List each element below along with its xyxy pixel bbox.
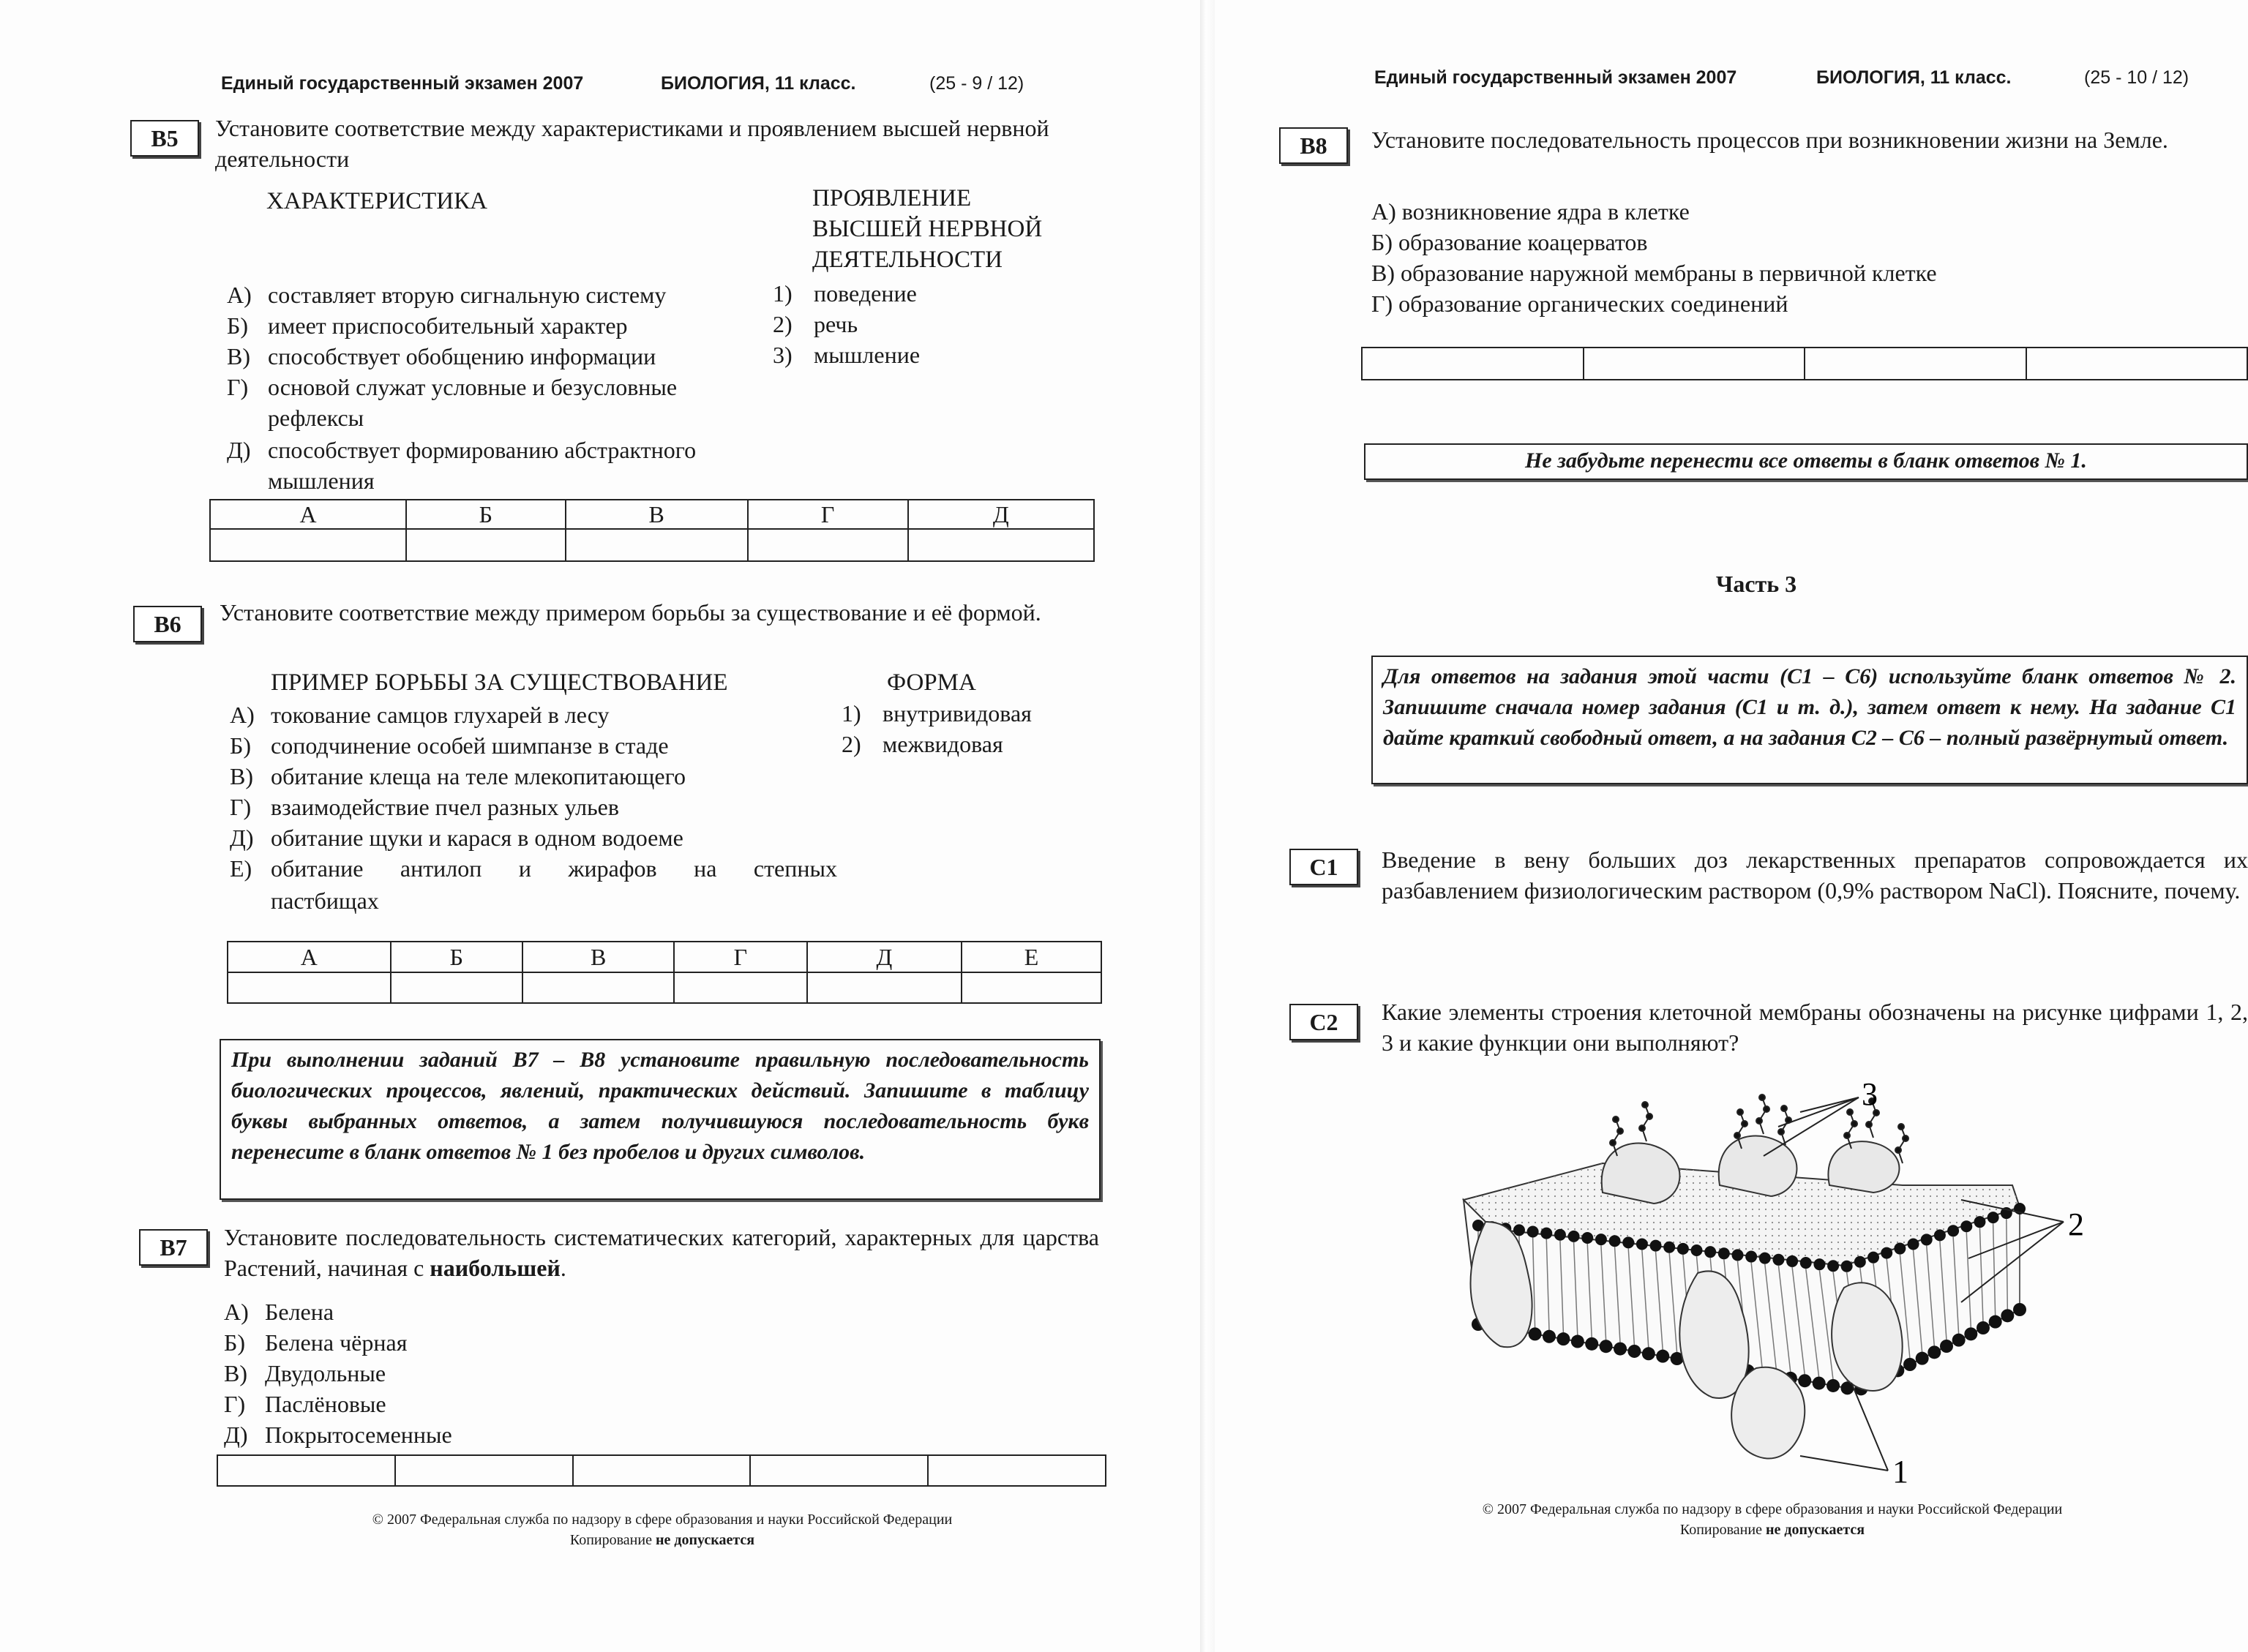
task-label-c1: С1 [1289, 849, 1358, 885]
lipid-head [1921, 1234, 1933, 1245]
glycocalyx-bead [1613, 1116, 1619, 1122]
answer-cell[interactable] [391, 972, 523, 1003]
glycocalyx-bead [1898, 1124, 1904, 1130]
b7-answer-table [217, 1454, 1106, 1487]
table-header-cell: Г [674, 942, 807, 972]
lipid-head [1841, 1261, 1853, 1272]
b8-item: Б) образование коацерватов [1371, 229, 1648, 255]
table-header-cell: Е [962, 942, 1101, 972]
task-label-b5: В5 [130, 120, 199, 157]
glycocalyx-bead [1847, 1109, 1853, 1115]
lipid-head [1636, 1239, 1648, 1250]
glycocalyx-bead [1844, 1133, 1850, 1138]
b8-question: Установите последовательность процессов при возникновении жизни на Земле. [1371, 127, 2168, 153]
b8-item: Г) образование органических соединений [1371, 290, 1788, 317]
lipid-head [1813, 1258, 1825, 1270]
lipid-head [1826, 1379, 1840, 1392]
b7-item: Б) Белена чёрная [224, 1329, 408, 1356]
lipid-head [1595, 1234, 1607, 1245]
lipid-head [1908, 1238, 1919, 1250]
lipid-head [1554, 1229, 1566, 1241]
lipid-head [1786, 1255, 1798, 1267]
lipid-head [1609, 1235, 1621, 1247]
answer-cell[interactable] [566, 529, 748, 561]
answer-cell[interactable] [928, 1455, 1106, 1486]
lipid-head [1581, 1232, 1593, 1244]
lipid-head [1622, 1236, 1634, 1248]
lipid-head [1947, 1225, 1959, 1236]
answer-cell[interactable] [748, 529, 908, 561]
lipid-head [1663, 1242, 1675, 1253]
figure-label-2: 2 [2068, 1206, 2084, 1242]
lipid-head [1827, 1260, 1839, 1272]
b6-col1-title: ПРИМЕР БОРЬБЫ ЗА СУЩЕСТВОВАНИЕ [271, 669, 728, 696]
lipid-head [1798, 1374, 1811, 1387]
header-exam: Единый государственный экзамен 2007 [221, 73, 584, 94]
b6-item: пастбищах [271, 887, 379, 914]
glycocalyx-bead [1851, 1121, 1857, 1127]
b5-item: мышления [268, 468, 375, 494]
b5-item: В) способствует обобщению информации [227, 343, 656, 369]
lipid-head [1964, 1327, 1977, 1340]
table-header-cell: В [566, 500, 748, 529]
glycocalyx-bead [1866, 1122, 1872, 1127]
lipid-head [1650, 1240, 1662, 1252]
glycocalyx-bead [1737, 1109, 1743, 1115]
lipid-head [1881, 1247, 1892, 1259]
header-subject: БИОЛОГИЯ, 11 класс. [661, 73, 856, 94]
lipid-head [1989, 1315, 2002, 1329]
glycocalyx-bead [1895, 1147, 1901, 1153]
footer-copyright: © 2007 Федеральная служба по надзору в сфере образования и науки Российской Федерации [1482, 1501, 2063, 1517]
b7-item: А) Белена [224, 1299, 334, 1325]
table-header-cell: Г [748, 500, 908, 529]
lipid-head [2013, 1303, 2026, 1316]
footer-copyright: © 2007 Федеральная служба по надзору в сфере образования и науки Российской Федерации [372, 1512, 953, 1528]
lipid-head [1867, 1252, 1879, 1264]
c2-question: Какие элементы строения клеточной мембраны обозначены на рисунке цифрами 1, 2, 3 и какие функции они выполняют? [1382, 999, 2248, 1056]
b6-question: Установите соответствие между примером борьбы за существование и её формой. [220, 599, 1041, 626]
b5-col1-title: ХАРАКТЕРИСТИКА [266, 188, 487, 214]
b7-item: Д) Покрытосеменные [224, 1422, 452, 1448]
task-label-c2: С2 [1289, 1004, 1358, 1040]
instruction-box-b7-b8: При выполнении заданий В7 – В8 установите правильную последовательность биологических процессов, явлений, практических действий. Запишите в таблицу буквы выбранных ответов, а затем получившуюся последовательность букв перенесите в бланк ответов № 1 без пробелов и других символов. [220, 1039, 1101, 1200]
glycocalyx-bead [1756, 1118, 1762, 1124]
answer-cell[interactable] [908, 529, 1094, 561]
answer-cell[interactable] [217, 1455, 395, 1486]
b5-option: 1) поведение [773, 280, 917, 307]
glycocalyx-bead [1646, 1114, 1652, 1119]
part-3-instruction-box: Для ответов на задания этой части (С1 – С6) используйте бланк ответов № 2. Запишите сначала номер задания (С1 и т. д.), затем ответ к нему. На задание С1 дайте краткий свободный ответ, а на задания С2 – С6 – полный развёрнутый ответ. [1371, 656, 2248, 784]
figure-label-1: 1 [1892, 1454, 1908, 1485]
table-header-cell: Д [807, 942, 962, 972]
header-exam: Единый государственный экзамен 2007 [1374, 67, 1737, 88]
lipid-head [1513, 1224, 1525, 1236]
lipid-head [1556, 1332, 1570, 1345]
lipid-head [1691, 1244, 1703, 1256]
reminder-box: Не забудьте перенести все ответы в бланк ответов № 1. [1364, 443, 2248, 480]
lipid-head [1927, 1345, 1941, 1359]
task-label-b6: В6 [133, 606, 202, 642]
lipid-head [1934, 1229, 1946, 1241]
lipid-head [1903, 1358, 1917, 1371]
task-label-b8: В8 [1279, 127, 1348, 164]
answer-cell[interactable] [807, 972, 962, 1003]
part-3-title: Часть 3 [1715, 571, 1797, 597]
answer-cell[interactable] [674, 972, 807, 1003]
answer-cell[interactable] [2026, 348, 2248, 380]
b8-item: А) возникновение ядра в клетке [1371, 198, 1690, 225]
b5-answer-table [209, 499, 1095, 562]
lipid-head [1987, 1212, 1999, 1223]
lipid-head [1571, 1335, 1584, 1348]
b7-item: Г) Паслёновые [224, 1391, 386, 1417]
lipid-head [1527, 1226, 1539, 1238]
b6-item: В) обитание клеща на теле млекопитающего [230, 763, 686, 789]
lipid-head [1974, 1216, 1985, 1228]
lipid-head [1718, 1247, 1730, 1259]
lipid-head [1854, 1256, 1866, 1268]
answer-cell[interactable] [962, 972, 1101, 1003]
b8-answer-table [1361, 347, 2248, 380]
b6-option: 2) межвидовая [842, 731, 1003, 757]
glycocalyx-bead [1639, 1125, 1645, 1131]
b6-option: 1) внутривидовая [842, 700, 1032, 726]
b6-item: Е) обитание антилоп и жирафов на степных [230, 855, 837, 882]
b6-item: А) токование самцов глухарей в лесу [230, 702, 610, 728]
b5-item: А) составляет вторую сигнальную систему [227, 282, 667, 308]
lipid-head [1977, 1321, 1990, 1334]
table-header-cell: Б [391, 942, 523, 972]
lipid-head [1529, 1327, 1542, 1340]
answer-cell[interactable] [1362, 348, 1584, 380]
b6-answer-table [227, 941, 1102, 1004]
lipid-head [1627, 1345, 1641, 1358]
lipid-head [1940, 1340, 1953, 1353]
b5-option: 3) мышление [773, 342, 921, 368]
glycocalyx-bead [1617, 1128, 1623, 1134]
lipid-head [1656, 1350, 1669, 1363]
table-header-cell: А [210, 500, 406, 529]
b5-col2-title-line1: ПРОЯВЛЕНИЕ [812, 185, 972, 211]
lipid-head [1952, 1334, 1966, 1347]
answer-cell[interactable] [228, 972, 391, 1003]
answer-cell[interactable] [750, 1455, 928, 1486]
glycocalyx-bead [1642, 1102, 1648, 1108]
lipid-head [1759, 1253, 1771, 1264]
c1-question: Введение в вену больших доз лекарственных препаратов сопровождается их разбавлением физиологическим раствором (0,9% раствором NaCl). Поясните, почему. [1382, 846, 2248, 904]
answer-cell[interactable] [522, 972, 674, 1003]
answer-cell[interactable] [573, 1455, 751, 1486]
glycocalyx-bead [1781, 1105, 1787, 1111]
b6-item: Б) соподчинение особей шимпанзе в стаде [230, 732, 669, 759]
lipid-head [1916, 1352, 1929, 1365]
b7-item: В) Двудольные [224, 1360, 386, 1386]
answer-cell[interactable] [406, 529, 566, 561]
glycocalyx-bead [1742, 1121, 1747, 1127]
footer-copying: Копирование не допускается [1679, 1522, 1865, 1538]
glycocalyx-bead [1759, 1095, 1765, 1100]
b5-item: рефлексы [268, 405, 364, 431]
b5-item: Б) имеет приспособительный характер [227, 312, 628, 339]
glycocalyx-bead [1610, 1140, 1616, 1146]
lipid-head [1600, 1340, 1613, 1353]
lipid-head [1772, 1254, 1784, 1266]
lipid-head [1568, 1231, 1580, 1242]
lipid-head [1614, 1343, 1627, 1356]
glycocalyx-bead [1903, 1135, 1908, 1141]
lipid-head [1731, 1249, 1743, 1261]
glycocalyx-chain [1781, 1108, 1788, 1145]
glycocalyx-bead [1764, 1106, 1769, 1112]
task-label-b7: В7 [139, 1229, 208, 1266]
glycocalyx-bead [1734, 1133, 1740, 1138]
b5-col2-title-line3: ДЕЯТЕЛЬНОСТИ [812, 247, 1003, 273]
b6-item: Г) взаимодействие пчел разных ульев [230, 794, 619, 820]
b5-item: Д) способствует формированию абстрактного [227, 437, 697, 463]
lipid-head [2001, 1309, 2014, 1322]
footer-copying: Копирование не допускается [569, 1532, 755, 1548]
figure-label-3: 3 [1862, 1076, 1878, 1112]
b5-item: Г) основой служат условные и безусловные [227, 374, 678, 400]
lipid-head [1540, 1228, 1552, 1239]
glycocalyx-chain [1642, 1105, 1649, 1141]
glycocalyx-chain [1898, 1127, 1906, 1163]
table-header-cell: А [228, 942, 391, 972]
lipid-head [1960, 1220, 1972, 1232]
lipid-head [1642, 1347, 1655, 1360]
answer-cell[interactable] [1805, 348, 2026, 380]
header-subject: БИОЛОГИЯ, 11 класс. [1816, 67, 2012, 88]
lipid-head [1585, 1337, 1598, 1351]
lipid-head [1543, 1330, 1556, 1343]
lipid-head [1704, 1246, 1716, 1258]
header-page: (25 - 10 / 12) [2084, 67, 2189, 88]
table-header-cell: В [522, 942, 674, 972]
b5-option: 2) речь [773, 311, 858, 337]
header-page: (25 - 9 / 12) [929, 73, 1024, 94]
b5-col2-title-line2: ВЫСШЕЙ НЕРВНОЙ [812, 216, 1043, 242]
b7-question: Установите последовательность систематических категорий, характерных для царства Растений, начиная с наибольшей. [224, 1224, 1099, 1281]
answer-cell[interactable] [1584, 348, 1805, 380]
lipid-head [1813, 1377, 1826, 1390]
lipid-head [1745, 1251, 1757, 1263]
right-page [1215, 0, 2248, 1652]
answer-cell[interactable] [395, 1455, 573, 1486]
b6-col2-title: ФОРМА [887, 669, 976, 696]
table-header-cell: Б [406, 500, 566, 529]
b6-item: Д) обитание щуки и карася в одном водоеме [230, 825, 683, 851]
lipid-head [1800, 1257, 1812, 1269]
table-header-cell: Д [908, 500, 1094, 529]
answer-cell[interactable] [210, 529, 406, 561]
b8-item: В) образование наружной мембраны в первичной клетке [1371, 260, 1937, 286]
glycocalyx-chain [1759, 1097, 1766, 1134]
lipid-head [1677, 1243, 1689, 1255]
b5-question: Установите соответствие между характеристиками и проявлением высшей нервной деятельности [215, 115, 1049, 172]
cell-membrane-figure [1434, 1075, 2093, 1485]
book-fold [1200, 0, 1215, 1652]
glycocalyx-bead [1778, 1129, 1784, 1135]
lipid-head [1894, 1243, 1906, 1255]
